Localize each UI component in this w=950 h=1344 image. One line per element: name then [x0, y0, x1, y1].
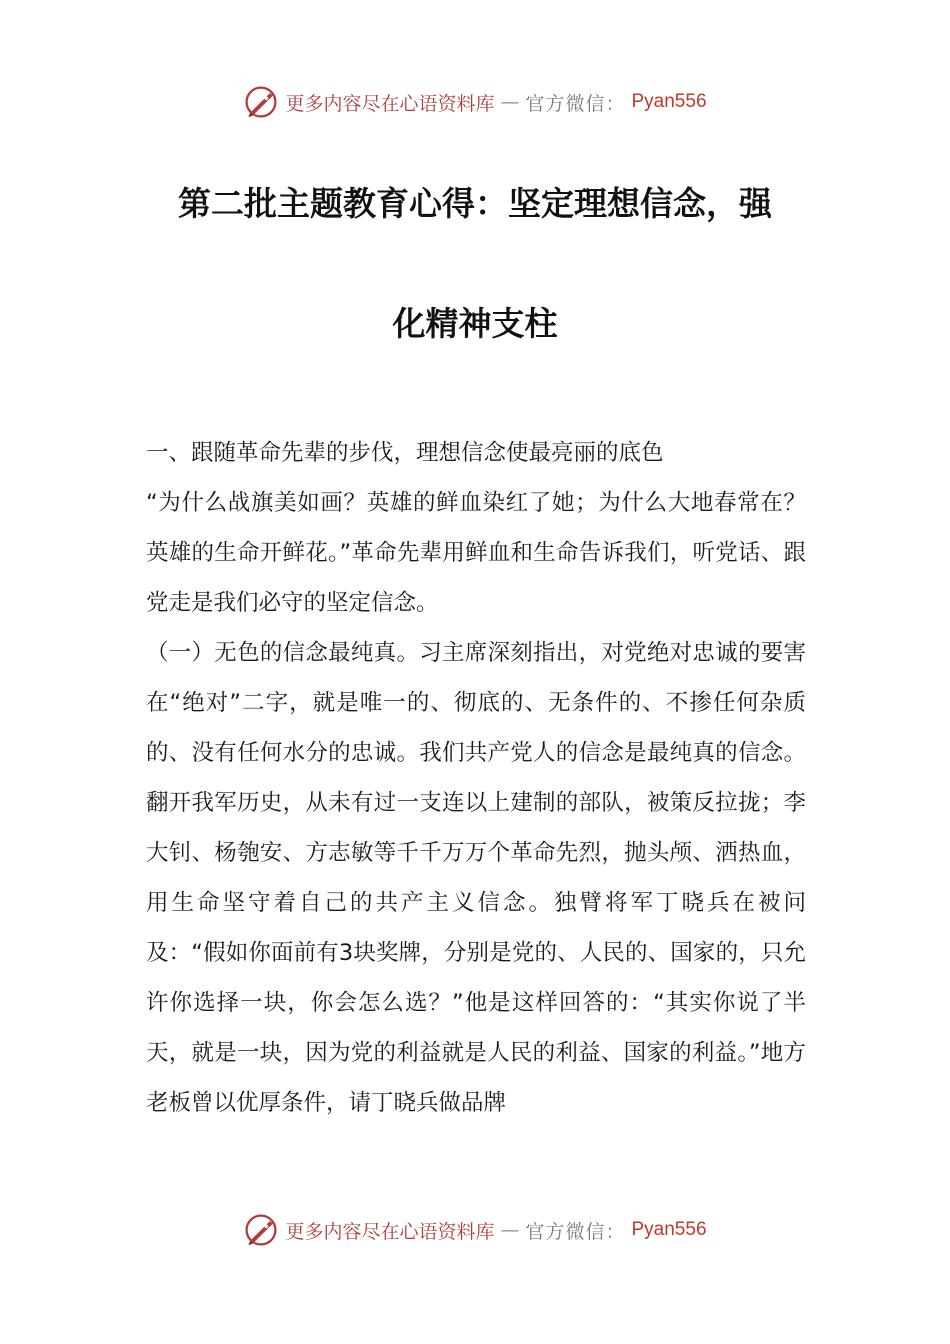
- header-banner: [0, 82, 950, 122]
- banner-wechat-id: Pyan556: [631, 91, 707, 112]
- banner-text: 更多内容尽在心语资料库: [285, 92, 495, 115]
- banner-text: 更多内容尽在心语资料库: [285, 1220, 495, 1243]
- document-title-line-1: 第二批主题教育心得：坚定理想信念，强: [178, 184, 772, 223]
- paragraph-quote: “为什么战旗美如画？英雄的鲜血染红了她；为什么大地春常在？英雄的生命开鲜花。”革命先辈用鲜血和生命告诉我们，听党话、跟党走是我们必守的坚定信念。: [146, 490, 806, 616]
- banner-separator: —: [500, 1219, 520, 1241]
- section-heading: 一、跟随革命先辈的步伐，理想信念使最亮丽的底色: [146, 440, 664, 466]
- footer-banner: [0, 1210, 950, 1250]
- banner-wechat-label: 官方微信：: [525, 92, 626, 115]
- pen-logo-icon: [243, 84, 279, 120]
- banner-wechat-id: Pyan556: [631, 1219, 707, 1240]
- document-body: [146, 428, 806, 1128]
- banner-separator: —: [500, 91, 520, 113]
- paragraph-subsection-1: （一）无色的信念最纯真。习主席深刻指出，对党绝对忠诚的要害在“绝对”二字，就是唯一的、彻底的、无条件的、不掺任何杂质的、没有任何水分的忠诚。我们共产党人的信念是最纯真的信念。翻开我军历史，从未有过一支连以上建制的部队，被策反拉拢；李大钊、杨匏安、方志敏等千千万万个革命先烈，抛头颅、洒热血，用生命坚守着自己的共产主义信念。独臂将军丁晓兵在被问及：“假如你面前有3块奖牌，分别是党的、人民的、国家的，只允许你选择一块，你会怎么选？”他是这样回答的：“其实你说了半天，就是一块，因为党的利益就是人民的利益、国家的利益。”地方老板曾以优厚条件，请丁晓兵做品牌: [146, 640, 806, 1116]
- banner-wechat-label: 官方微信：: [525, 1220, 626, 1243]
- pen-logo-icon: [243, 1212, 279, 1248]
- document-title-line-2: 化精神支柱: [392, 304, 558, 343]
